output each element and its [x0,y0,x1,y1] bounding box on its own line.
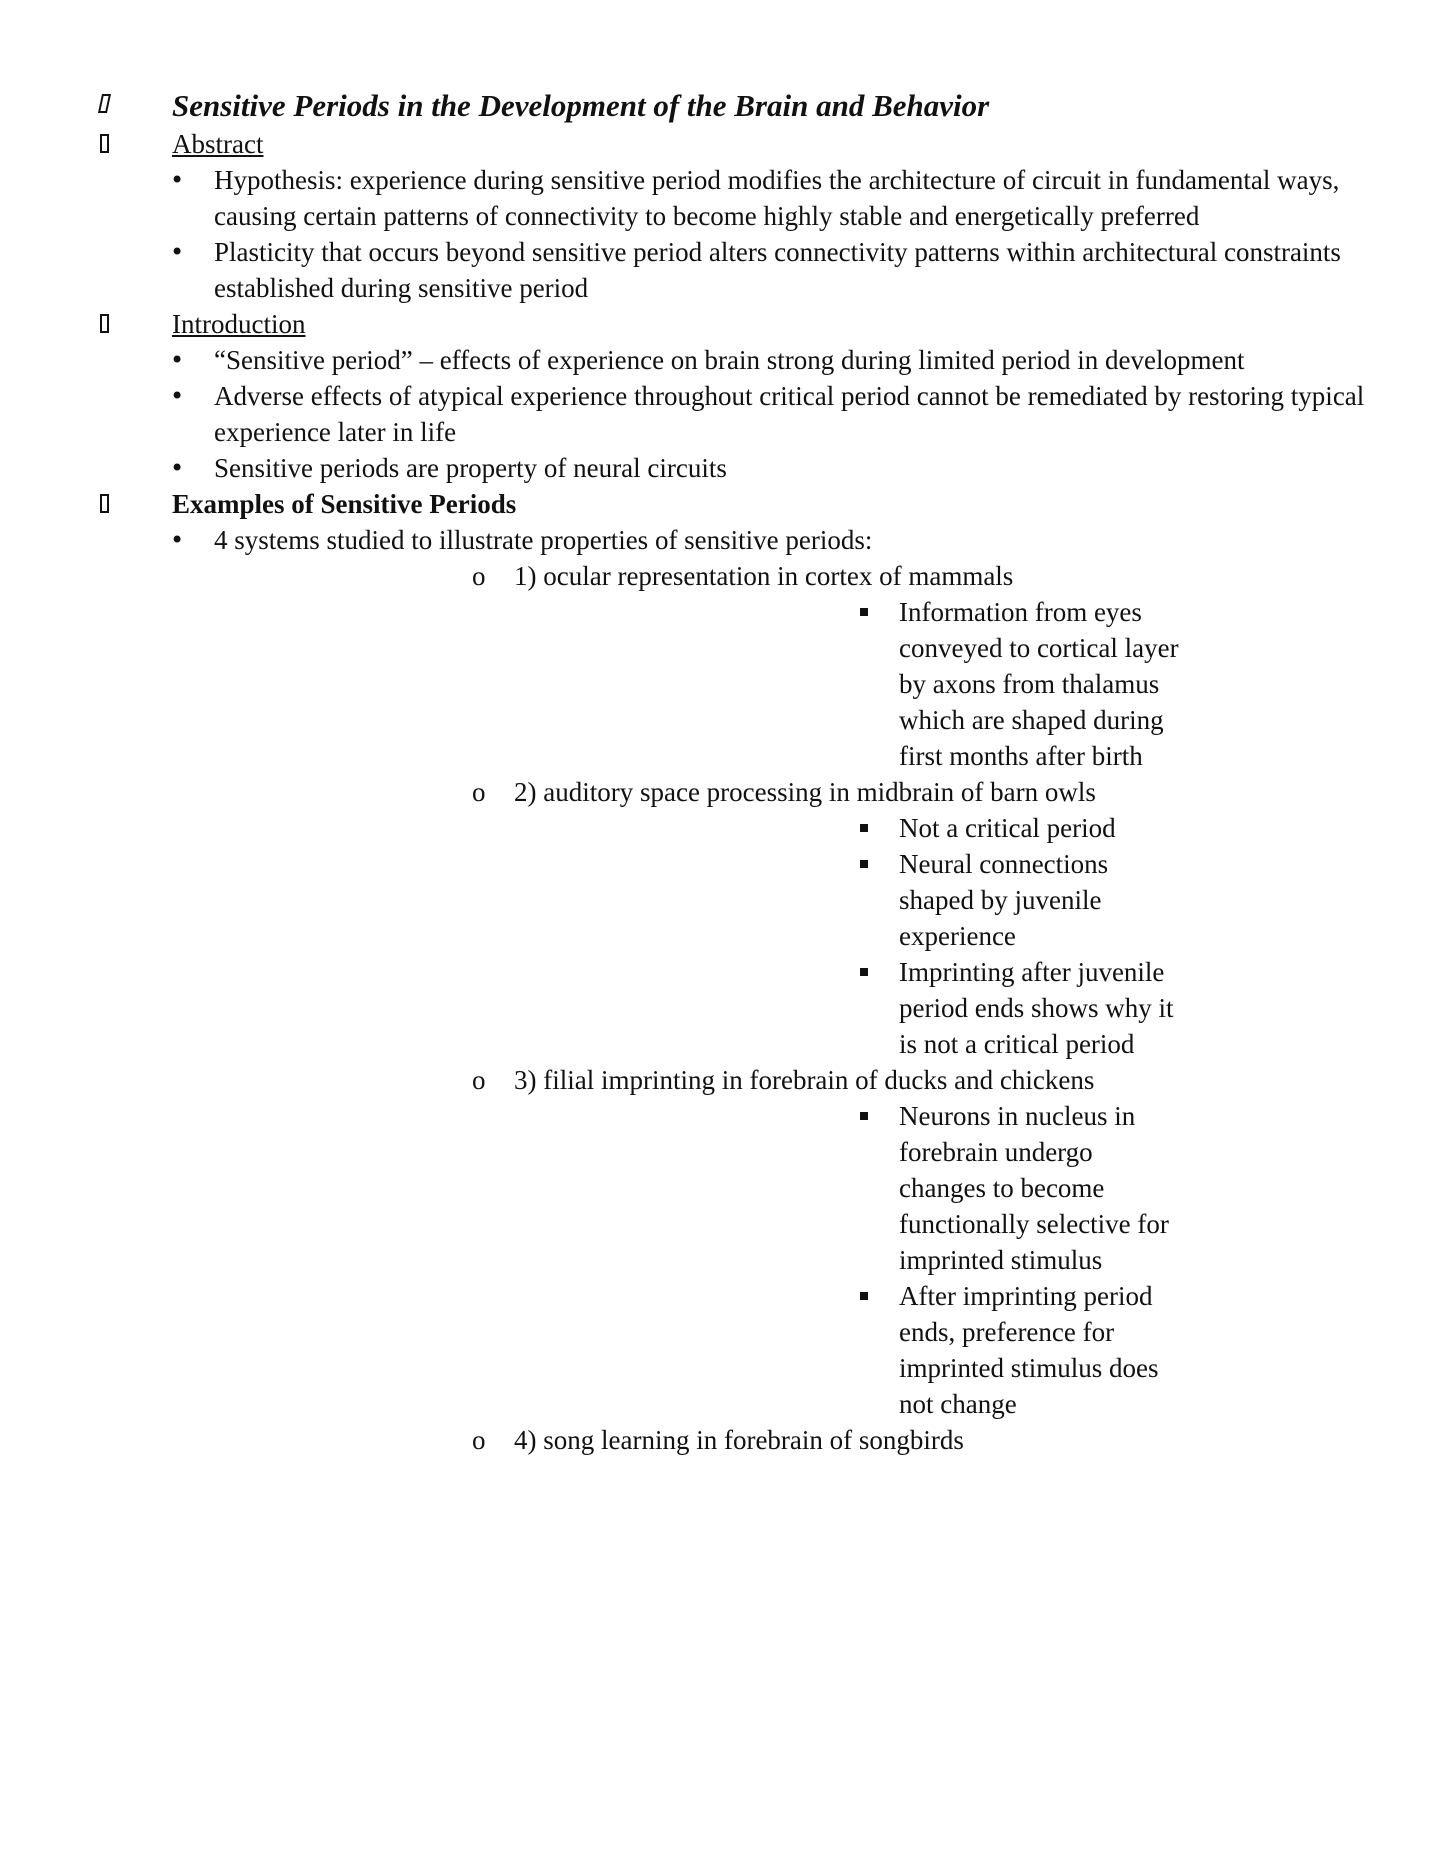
box-bullet-icon [84,486,124,525]
list-item: o 1) ocular representation in cortex of mammals Information from eyes conveyed to cortical layer by axons from thalamus which are shaped during first months after birth [214,558,1366,774]
sub-list [514,1098,1276,1422]
list-item: After imprinting period ends, preference for imprinted stimulus does not change [514,1278,1276,1422]
document-content [0,86,1456,1458]
list-item: • Sensitive periods are property of neural circuits [0,450,1456,486]
box-bullet-icon [84,306,124,345]
list-item: • “Sensitive period” – effects of experience on brain strong during limited period in development [0,342,1456,378]
list-item: o 4) song learning in forebrain of songbirds [214,1422,1366,1458]
section-examples [0,486,1456,522]
systems-list [214,558,1366,1458]
list-item: Imprinting after juvenile period ends shows why it is not a critical period [514,954,1276,1062]
list-item: • 4 systems studied to illustrate properties of sensitive periods: o 1) ocular representation in cortex of mammals Information from eyes conveyed to cortical layer by axons from thalamus which are shaped during first months after birth o 2) auditory space processing in midbrain of barn owls Not a critical period Neural connections shaped by juvenile experience Imprinting after juvenile period ends shows why it is not a critical period o 3) filial imprinting in forebrain of ducks and chickens Neurons in nucleus in forebrain undergo changes to become functionally selective for imprinted stimulus After imprinting period ends, preference for imprinted stimulus does not change o 4) song learning in forebrain of songbirds [0,522,1456,1458]
box-bullet-icon [84,126,124,165]
box-bullet-icon [84,86,124,125]
document-title: Sensitive Periods in the Development of the Brain and Behavior [172,88,990,123]
list-item: Neural connections shaped by juvenile experience [514,846,1276,954]
examples-list [0,522,1456,1458]
sub-list [514,594,1276,774]
list-item: Neurons in nucleus in forebrain undergo changes to become functionally selective for imprinted stimulus [514,1098,1276,1278]
section-introduction [0,306,1456,342]
sub-list [514,810,1276,1062]
section-heading: Examples of Sensitive Periods [172,489,517,519]
title-row [0,86,1456,126]
list-item: o 3) filial imprinting in forebrain of ducks and chickens Neurons in nucleus in forebrain undergo changes to become functionally selective for imprinted stimulus After imprinting period ends, preference for imprinted stimulus does not change [214,1062,1366,1422]
list-item: • Adverse effects of atypical experience throughout critical period cannot be remediated by restoring typical experience later in life [0,378,1456,450]
list-item: Information from eyes conveyed to cortical layer by axons from thalamus which are shaped during first months after birth [514,594,1276,774]
list-item: Not a critical period [514,810,1276,846]
list-item: o 2) auditory space processing in midbrain of barn owls Not a critical period Neural connections shaped by juvenile experience Imprinting after juvenile period ends shows why it is not a critical period [214,774,1366,1062]
section-abstract [0,126,1456,162]
section-heading: Abstract [172,129,264,159]
abstract-list [0,162,1456,306]
section-heading: Introduction [172,309,306,339]
list-item: • Plasticity that occurs beyond sensitive period alters connectivity patterns within architectural constraints established during sensitive period [0,234,1456,306]
list-item: • Hypothesis: experience during sensitive period modifies the architecture of circuit in fundamental ways, causing certain patterns of connectivity to become highly stable and energetically preferred [0,162,1456,234]
introduction-list [0,342,1456,486]
